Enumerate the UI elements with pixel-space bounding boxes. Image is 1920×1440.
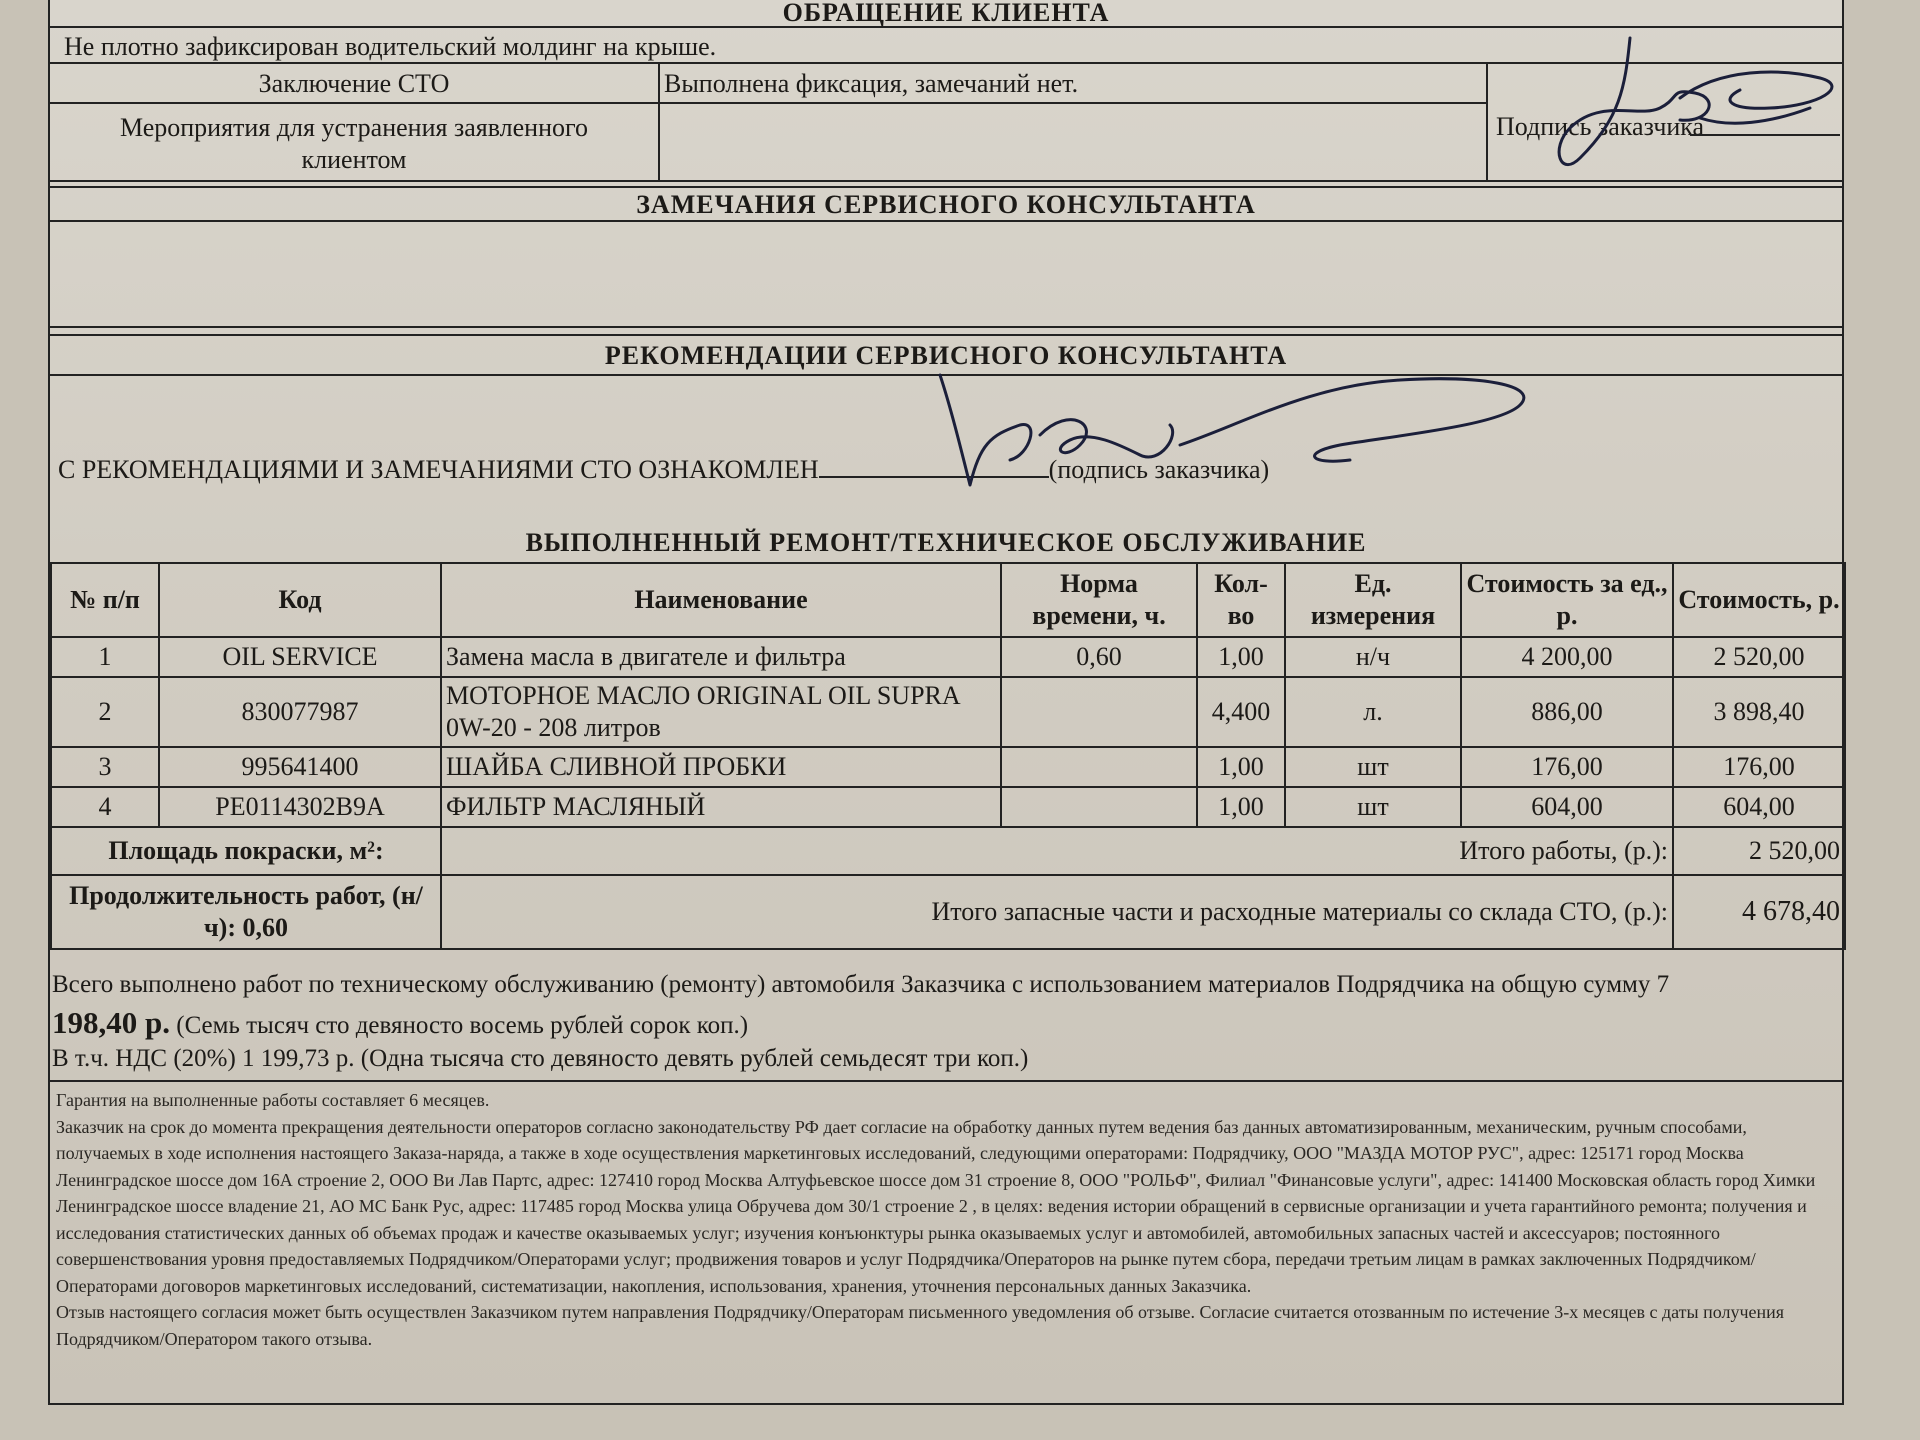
table-row [51, 677, 1845, 747]
measures-label: Мероприятия для устранения заявленного клиентом [50, 104, 660, 180]
customer-signature-label: Подпись заказчика [1496, 112, 1705, 141]
cell-number: 3 [51, 747, 159, 787]
measures-value [660, 104, 1488, 180]
consent-text: Заказчик на срок до момента прекращения деятельности операторов согласно законодательству РФ дает согласие на обработку данных путем ведения баз данных автоматизированным, механическим, ручным способами, получаемых в ходе исполнения настоящего Заказа-наряда, а также в ходе осуществления маркетинговых исследований, следующими операторами: Подрядчику, ООО "МАЗДА МОТОР РУС", адрес: 125171 город Москва Ленинградское шоссе дом 16А строение 2, ООО Ви Лав Партс, адрес: 127410 город Москва Алтуфьевское шоссе дом 31 строение 8, ООО "РОЛЬФ", Филиал "Финансовые услуги", адрес: 141400 Московская область город Химки Ленинградское шоссе владение 21, АО МС Банк Рус, адрес: 117485 город Москва улица Обручева дом 30/1 строение 2 , в целях: ведения истории обращений в сервисные организации и учета гарантийного ремонта; получения и исследования статистических данных об объемах продаж и качестве оказываемых услуг; изучения конъюнктуры рынка оказываемых услуг и автомобилей, автомобильных запасных частей и аксессуаров; постоянного совершенствования уровня предоставляемых Подрядчиком/Операторами услуг; продвижения товаров и услуг Подрядчика/Операторов на рынке путем сбора, передачи третьим лицам в рамках заключенных Подрядчиком/Операторами договоров маркетинговых исследований, систематизации, накопления, использования, хранения, уточнения персональных данных Заказчика. [56, 1116, 1816, 1296]
consultant-notes-header: ЗАМЕЧАНИЯ СЕРВИСНОГО КОНСУЛЬТАНТА [50, 186, 1842, 222]
cell-qty: 1,00 [1197, 637, 1285, 677]
cell-code: 995641400 [159, 747, 441, 787]
cell-code: PE0114302B9A [159, 787, 441, 827]
cell-price: 604,00 [1461, 787, 1673, 827]
totals-parts-row [51, 875, 1845, 949]
paint-area-label: Площадь покраски, м²: [51, 827, 441, 875]
col-unit-price: Стоимость за ед., р. [1461, 563, 1673, 637]
table-header-row [51, 563, 1845, 637]
cell-number: 2 [51, 677, 159, 747]
customer-signature-top [1520, 28, 1840, 188]
summary-vat: В т.ч. НДС (20%) 1 199,73 р. (Одна тысяча сто девяносто девять рублей семьдесят три коп.) [52, 1045, 1029, 1072]
client-request-header: ОБРАЩЕНИЕ КЛИЕНТА [50, 0, 1842, 28]
cell-total: 3 898,40 [1673, 677, 1845, 747]
summary-text: Всего выполнено работ по техническому обслуживанию (ремонту) автомобиля Заказчика с использованием материалов Подрядчика на общую сумму 7 [52, 971, 1670, 998]
work-table [50, 562, 1846, 950]
cell-total: 604,00 [1673, 787, 1845, 827]
cell-price: 176,00 [1461, 747, 1673, 787]
revocation-text: Отзыв настоящего согласия может быть осуществлен Заказчиком путем направления Подрядчику/Операторам письменного уведомления об отзыве. Согласие считается отозванным по истечение 3-х месяцев с даты получения Подрядчиком/Оператором такого отзыва. [56, 1302, 1785, 1349]
cell-price: 4 200,00 [1461, 637, 1673, 677]
warranty-text: Гарантия на выполненные работы составляет 6 месяцев. [56, 1090, 490, 1110]
cell-name: ФИЛЬТР МАСЛЯНЫЙ [441, 787, 1001, 827]
cell-price: 886,00 [1461, 677, 1673, 747]
conclusion-label: Заключение СТО [50, 64, 660, 104]
summary-block [52, 966, 1834, 1073]
customer-signature-bottom [880, 365, 1580, 495]
cell-unit: шт [1285, 747, 1461, 787]
cell-norm [1001, 747, 1197, 787]
conclusion-value: Выполнена фиксация, замечаний нет. [660, 64, 1488, 104]
table-row [51, 787, 1845, 827]
total-parts-label: Итого запасные части и расходные материалы со склада СТО, (р.): [441, 875, 1673, 949]
legal-block [50, 1083, 1842, 1352]
table-row [51, 637, 1845, 677]
col-unit: Ед. измерения [1285, 563, 1461, 637]
cell-unit: л. [1285, 677, 1461, 747]
cell-number: 1 [51, 637, 159, 677]
summary-amount-line [52, 1004, 1834, 1045]
col-code: Код [159, 563, 441, 637]
cell-number: 4 [51, 787, 159, 827]
totals-work-row [51, 827, 1845, 875]
cell-norm [1001, 787, 1197, 827]
cell-unit: шт [1285, 787, 1461, 827]
legal-divider [50, 1080, 1842, 1082]
total-work-value: 2 520,00 [1673, 827, 1845, 875]
cell-code: OIL SERVICE [159, 637, 441, 677]
acknowledged-signature-hint: (подпись заказчика) [1048, 455, 1270, 484]
total-work-label: Итого работы, (р.): [441, 827, 1673, 875]
cell-code: 830077987 [159, 677, 441, 747]
cell-total: 2 520,00 [1673, 637, 1845, 677]
col-name: Наименование [441, 563, 1001, 637]
table-row [51, 747, 1845, 787]
cell-qty: 1,00 [1197, 747, 1285, 787]
consultant-notes-text [50, 222, 1842, 328]
cell-qty: 4,400 [1197, 677, 1285, 747]
work-header: ВЫПОЛНЕННЫЙ РЕМОНТ/ТЕХНИЧЕСКОЕ ОБСЛУЖИВАНИЕ [525, 528, 1367, 557]
col-norm: Норма времени, ч. [1001, 563, 1197, 637]
work-order-page [48, 0, 1844, 1405]
col-total: Стоимость, р. [1673, 563, 1845, 637]
cell-unit: н/ч [1285, 637, 1461, 677]
client-request-text: Не плотно зафиксирован водительский молдинг на крыше. [50, 28, 1842, 64]
col-qty: Кол-во [1197, 563, 1285, 637]
acknowledged-label: С РЕКОМЕНДАЦИЯМИ И ЗАМЕЧАНИЯМИ СТО ОЗНАКОМЛЕН [58, 455, 819, 484]
cell-name: Замена масла в двигателе и фильтра [441, 637, 1001, 677]
cell-name: МОТОРНОЕ МАСЛО ORIGINAL OIL SUPRA 0W-20 - 208 литров [441, 677, 1001, 747]
summary-line [52, 966, 1834, 1004]
total-parts-value: 4 678,40 [1673, 875, 1845, 949]
cell-norm: 0,60 [1001, 637, 1197, 677]
summary-amount: 198,40 р. [52, 1005, 170, 1040]
cell-qty: 1,00 [1197, 787, 1285, 827]
summary-amount-words: (Семь тысяч сто девяносто восемь рублей сорок коп.) [176, 1012, 749, 1039]
col-number: № п/п [51, 563, 159, 637]
cell-total: 176,00 [1673, 747, 1845, 787]
cell-name: ШАЙБА СЛИВНОЙ ПРОБКИ [441, 747, 1001, 787]
duration-label: Продолжительность работ, (н/ч): 0,60 [51, 875, 441, 949]
cell-norm [1001, 677, 1197, 747]
recommendations-header: РЕКОМЕНДАЦИИ СЕРВИСНОГО КОНСУЛЬТАНТА [50, 334, 1842, 376]
